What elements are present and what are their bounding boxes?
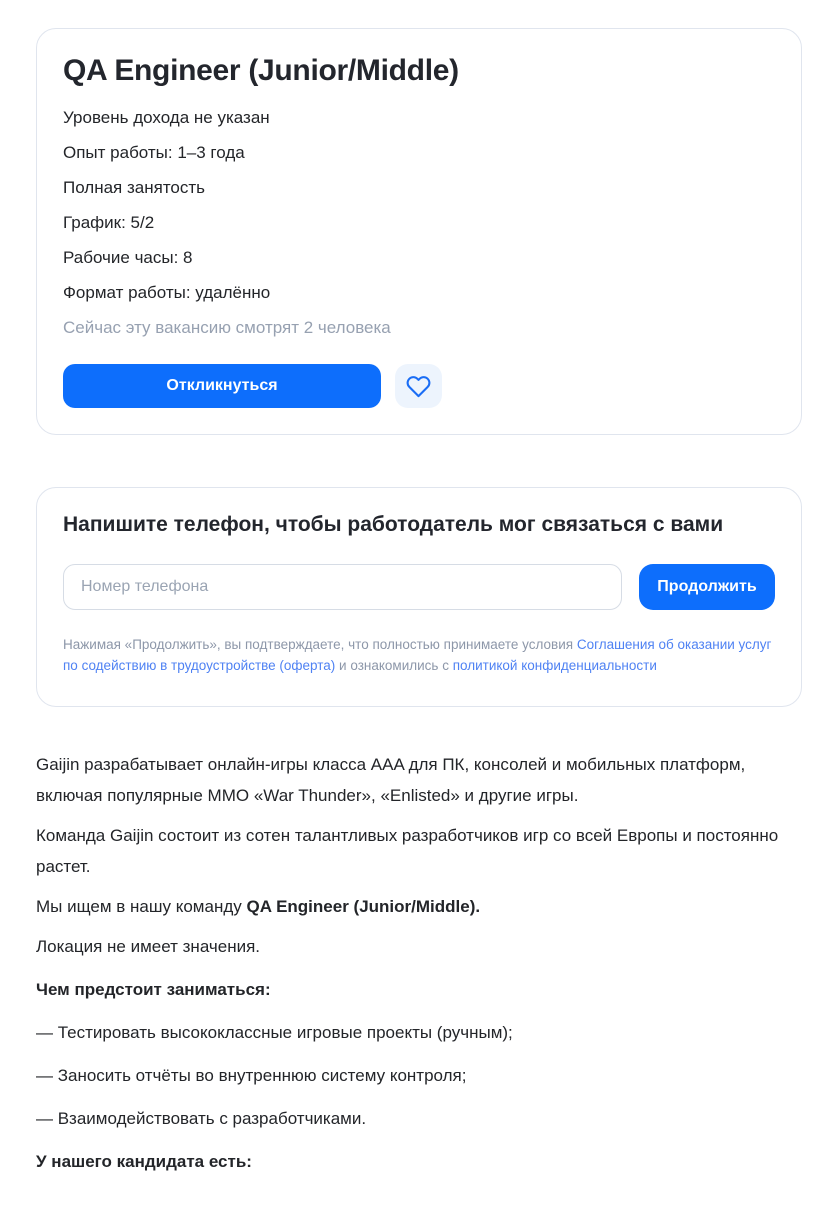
description-paragraph: Локация не имеет значения. xyxy=(36,937,261,956)
apply-button[interactable]: Откликнуться xyxy=(63,364,381,408)
legal-text xyxy=(63,634,775,676)
vacancy-description xyxy=(36,749,802,1177)
task-item: — Тестировать высококлассные игровые проекты (ручным); xyxy=(36,1023,513,1042)
favorite-button[interactable] xyxy=(395,364,442,408)
vacancy-title: QA Engineer (Junior/Middle) xyxy=(63,54,459,87)
detail-experience: Опыт работы: 1–3 года xyxy=(63,143,245,162)
viewers-count-text: Сейчас эту вакансию смотрят 2 человека xyxy=(63,318,391,337)
phone-contact-card xyxy=(36,487,802,707)
vacancy-actions xyxy=(63,364,775,408)
detail-work-format: Формат работы: удалённо xyxy=(63,283,271,302)
description-text: Мы ищем в нашу команду xyxy=(36,897,247,916)
detail-schedule: График: 5/2 xyxy=(63,213,155,232)
candidate-heading: У нашего кандидата есть: xyxy=(36,1152,252,1171)
detail-working-hours: Рабочие часы: 8 xyxy=(63,248,193,267)
phone-input-row xyxy=(63,564,775,610)
description-position-bold: QA Engineer (Junior/Middle). xyxy=(246,897,481,916)
legal-prefix-text: Нажимая «Продолжить», вы подтверждаете, что полностью принимаете условия xyxy=(63,637,577,652)
phone-card-heading: Напишите телефон, чтобы работодатель мог связаться с вами xyxy=(63,513,724,536)
tasks-heading: Чем предстоит заниматься: xyxy=(36,980,271,999)
vacancy-card xyxy=(36,28,802,435)
task-item: — Заносить отчёты во внутреннюю систему контроля; xyxy=(36,1066,467,1085)
continue-button[interactable]: Продолжить xyxy=(639,564,775,610)
offer-agreement-link[interactable]: Соглашения об оказании услуг по содействию в трудоустройстве (оферта) xyxy=(63,637,772,673)
description-paragraph xyxy=(36,891,782,922)
privacy-policy-link[interactable]: политикой конфиденциальности xyxy=(452,658,657,673)
heart-icon xyxy=(406,374,431,399)
description-paragraph: Команда Gaijin состоит из сотен талантливых разработчиков игр со всей Европы и постоянно растет. xyxy=(36,826,779,876)
detail-employment: Полная занятость xyxy=(63,178,206,197)
legal-middle-text: и ознакомились с xyxy=(335,658,453,673)
salary-info: Уровень дохода не указан xyxy=(63,108,270,127)
description-paragraph: Gaijin разрабатывает онлайн-игры класса AAA для ПК, консолей и мобильных платформ, включая популярные MMO «War Thunder», «Enlisted» и другие игры. xyxy=(36,755,746,805)
phone-number-input[interactable] xyxy=(63,564,622,610)
task-item: — Взаимодействовать с разработчиками. xyxy=(36,1109,367,1128)
